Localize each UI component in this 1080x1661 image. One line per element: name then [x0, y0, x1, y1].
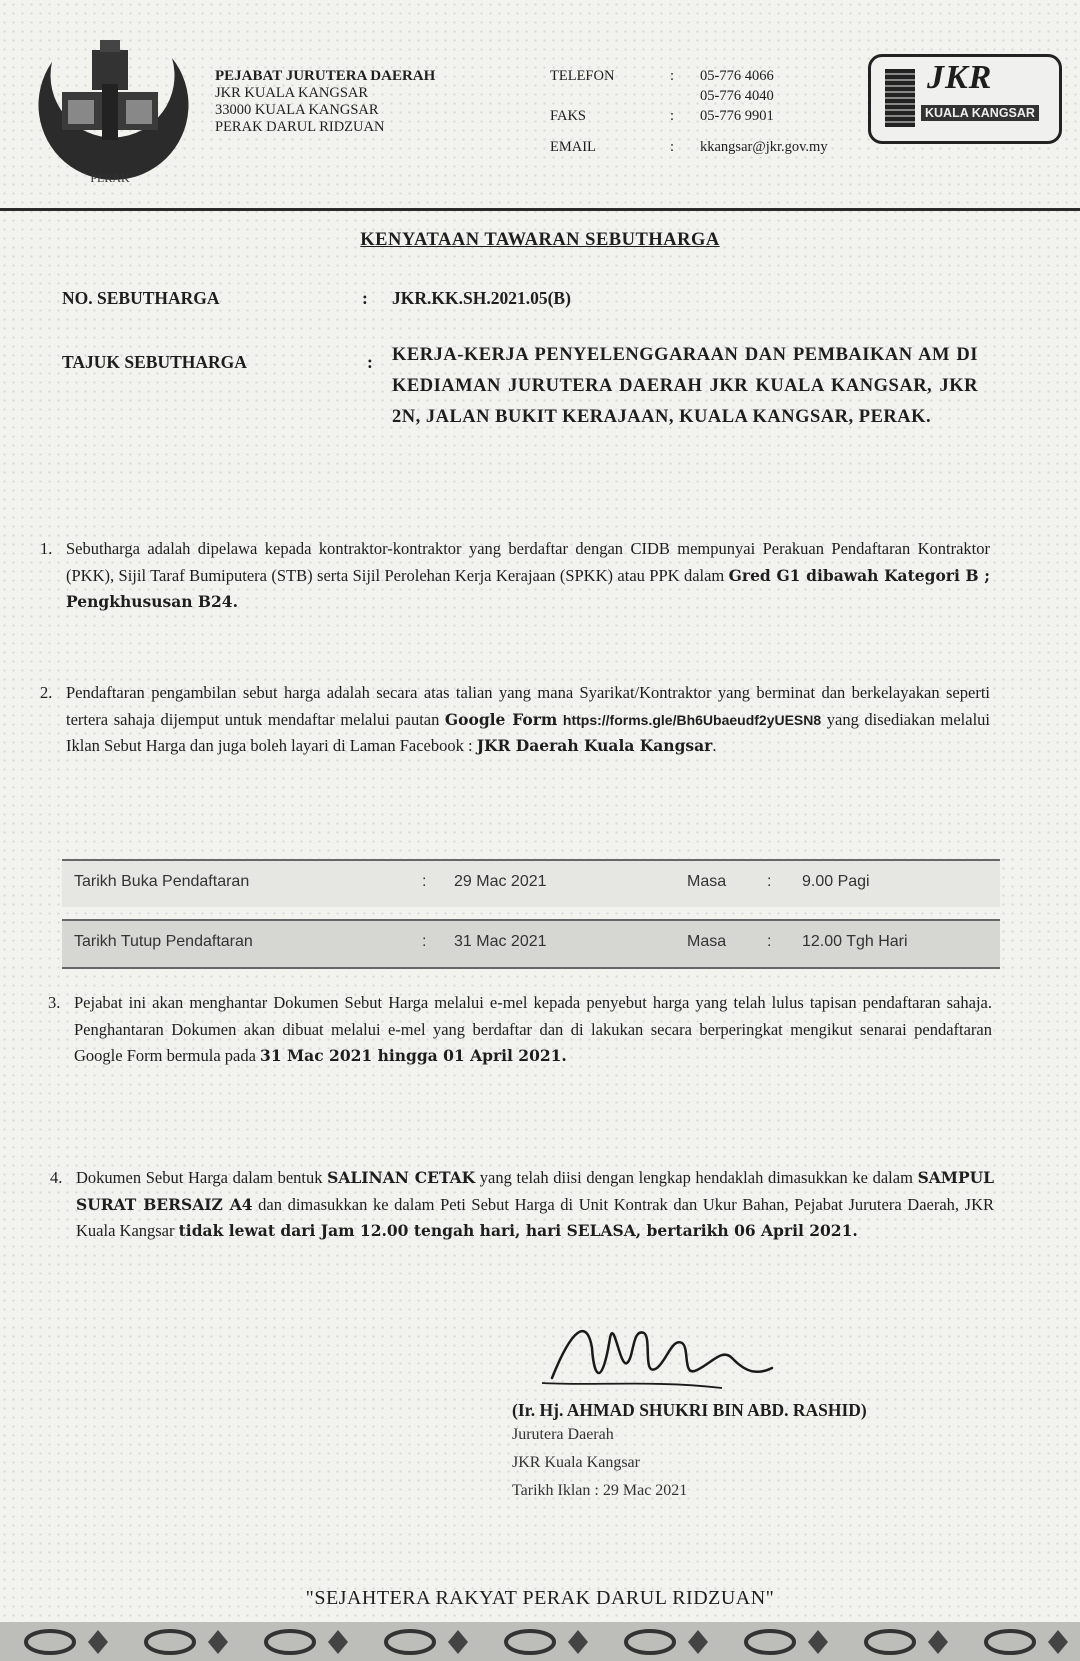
paragraph-text: yang disediakan melalui Iklan Sebut Harga dan juga boleh layari di Laman Facebook :: [66, 709, 990, 755]
jkr-logo-sub: KUALA KANGSAR: [921, 105, 1039, 121]
telefon-label: TELEFON: [550, 68, 615, 84]
border-diamond: [568, 1630, 588, 1654]
border-diamond: [448, 1630, 468, 1654]
signatory-position: Jurutera Daerah: [512, 1426, 614, 1443]
colon: :: [670, 139, 675, 155]
border-diamond: [688, 1630, 708, 1654]
facebook-page-name: JKR Daerah Kuala Kangsar: [476, 736, 713, 755]
envelope-requirement: SAMPUL SURAT BERSAIZ A4: [76, 1168, 995, 1214]
colon: :: [767, 933, 772, 950]
office-contact: [550, 66, 828, 158]
paragraph-text: Pendaftaran pengambilan sebut harga adalah secara atas talian yang mana Syarikat/Kontraktor yang berminat dan berkelayakan seperti tertera sahaja dijemput untuk mendaftar melalui pautan: [66, 683, 990, 729]
tajuk-sebutharga-label: TAJUK SEBUTHARGA: [62, 352, 247, 372]
open-date: 29 Mac 2021: [454, 873, 547, 890]
colon: :: [670, 68, 675, 84]
border-ornament: [866, 1631, 914, 1653]
border-ornament: [146, 1631, 194, 1653]
jkr-logo-mark: [885, 69, 915, 127]
signatory-office: JKR Kuala Kangsar: [512, 1454, 640, 1471]
registration-schedule: [62, 855, 1000, 973]
colon: :: [422, 873, 427, 890]
paragraph-3: [48, 990, 992, 1070]
document-title: KENYATAAN TAWARAN SEBUTHARGA: [360, 230, 720, 250]
registration-link[interactable]: https://forms.gle/Bh6Ubaeudf2yUESN8: [562, 711, 822, 728]
open-time-label: Masa: [687, 873, 727, 890]
open-label: Tarikh Buka Pendaftaran: [74, 873, 250, 890]
border-diamond: [1048, 1630, 1068, 1654]
ad-date-label: Tarikh Iklan: [512, 1482, 591, 1499]
border-ornament: [386, 1631, 434, 1653]
jkr-logo: [868, 54, 1062, 144]
close-date: 31 Mac 2021: [454, 933, 547, 950]
office-address: [215, 68, 435, 136]
office-line-1: JKR KUALA KANGSAR: [215, 85, 369, 101]
office-line-3: PERAK DARUL RIDZUAN: [215, 119, 385, 135]
border-diamond: [88, 1630, 108, 1654]
submission-deadline: tidak lewat dari Jam 12.00 tengah hari, hari SELASA, bertarikh 06 April 2021.: [178, 1221, 858, 1240]
open-time: 9.00 Pagi: [802, 873, 870, 890]
border-diamond: [928, 1630, 948, 1654]
faks-number: 05-776 9901: [700, 108, 774, 124]
paragraph-number: 1.: [40, 539, 53, 558]
emblem-label: PERAK: [90, 171, 130, 185]
close-time: 12.00 Tgh Hari: [802, 933, 908, 950]
border-diamond: [328, 1630, 348, 1654]
border-ornament: [506, 1631, 554, 1653]
colon: :: [594, 1482, 599, 1499]
border-ornament: [266, 1631, 314, 1653]
google-form-label: Google Form: [444, 709, 558, 729]
close-time-label: Masa: [687, 933, 727, 950]
paragraph-number: 4.: [50, 1168, 63, 1187]
faks-label: FAKS: [550, 108, 586, 124]
paragraph-text: Dokumen Sebut Harga dalam bentuk: [76, 1168, 328, 1187]
delivery-period: 31 Mac 2021 hingga 01 April 2021.: [260, 1046, 567, 1065]
ad-date-value: 29 Mac 2021: [602, 1482, 688, 1499]
border-ornament: [746, 1631, 794, 1653]
jkr-logo-brand: JKR: [927, 59, 993, 96]
signatory-name: (Ir. Hj. AHMAD SHUKRI BIN ABD. RASHID): [512, 1400, 867, 1420]
header-divider: [0, 208, 1080, 211]
close-label: Tarikh Tutup Pendaftaran: [74, 933, 253, 950]
paragraph-text: .: [712, 736, 717, 755]
paragraph-text: Sebutharga adalah dipelawa kepada kontraktor-kontraktor yang berdaftar dengan CIDB mempunyai Perakuan Pendaftaran Kontraktor (PKK), Sijil Taraf Bumiputera (STB) serta Sijil Perolehan Kerja Kerajaan (SPKK) atau PPK dalam: [66, 539, 990, 585]
grade-requirement: Gred G1 dibawah Kategori B ; Pengkhususan B24.: [66, 565, 990, 611]
colon: :: [422, 933, 427, 950]
registration-close-row: [62, 919, 1000, 969]
email-label: EMAIL: [550, 139, 596, 155]
paragraph-text: yang telah diisi dengan lengkap hendaklah dimasukkan ke dalam: [475, 1168, 918, 1187]
paragraph-number: 2.: [40, 683, 53, 702]
border-diamond: [808, 1630, 828, 1654]
border-ornament: [986, 1631, 1034, 1653]
paragraph-4: [50, 1165, 994, 1245]
border-ornament: [626, 1631, 674, 1653]
paragraph-2: [40, 680, 990, 760]
tajuk-sebutharga-value: KERJA-KERJA PENYELENGGARAAN DAN PEMBAIKAN AM DI KEDIAMAN JURUTERA DAERAH JKR KUALA KANGSAR, JKR 2N, JALAN BUKIT KERAJAAN, KUALA KANGSAR, PERAK.: [392, 345, 978, 427]
handwritten-signature: [532, 1308, 792, 1408]
office-line-2: 33000 KUALA KANGSAR: [215, 102, 379, 118]
signatory-block: [512, 1400, 1032, 1505]
hard-copy-label: SALINAN CETAK: [327, 1168, 476, 1187]
email-address: kkangsar@jkr.gov.my: [700, 139, 828, 155]
border-ornament: [26, 1631, 74, 1653]
paragraph-text: Pejabat ini akan menghantar Dokumen Sebut Harga melalui e-mel kepada penyebut harga yang telah lulus tapisan pendaftaran sahaja. Penghantaran Dokumen akan dibuat melalui e-mel yang berdaftar dan di lakukan secara berperingkat mengikut senarai pendaftaran Google Form bermula pada: [74, 993, 992, 1065]
colon: :: [767, 873, 772, 890]
no-sebutharga-value: JKR.KK.SH.2021.05(B): [392, 288, 571, 308]
state-motto: "SEJAHTERA RAKYAT PERAK DARUL RIDZUAN": [305, 1587, 775, 1609]
paragraph-1: [40, 536, 990, 616]
colon: :: [367, 352, 373, 372]
office-name: PEJABAT JURUTERA DAERAH: [215, 68, 436, 84]
paragraph-text: dan dimasukkan ke dalam Peti Sebut Harga di Unit Kontrak dan Ukur Bahan, Pejabat Jurutera Daerah, JKR Kuala Kangsar: [76, 1194, 995, 1240]
decorative-border: [0, 1622, 1080, 1661]
perak-state-emblem: [22, 22, 198, 194]
registration-open-row: [62, 859, 1000, 907]
colon: :: [670, 108, 675, 124]
telefon-1: 05-776 4066: [700, 68, 774, 84]
telefon-2: 05-776 4040: [700, 88, 774, 104]
colon: :: [362, 288, 368, 308]
paragraph-number: 3.: [48, 993, 61, 1012]
border-diamond: [208, 1630, 228, 1654]
advertisement-date: [512, 1477, 1032, 1505]
no-sebutharga-label: NO. SEBUTHARGA: [62, 288, 220, 308]
